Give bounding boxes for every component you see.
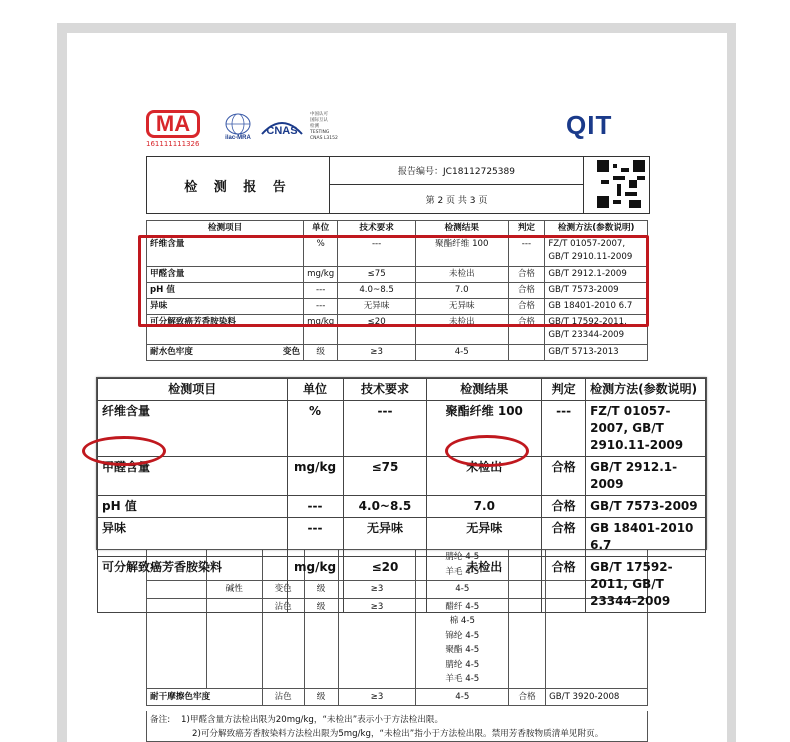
table-row [98,401,706,457]
report-notes [146,711,648,742]
cell-item: 甲醛含量 [147,267,304,283]
ilac-mra-logo [216,112,260,142]
cell-verdict: 合格 [542,496,586,518]
cell-verdict: --- [508,237,545,267]
cell-item: 纤维含量 [98,401,288,457]
cell-req: ≤20 [338,315,416,345]
cell-method: GB/T 17592-2011, GB/T 23344-2009 [586,557,706,613]
col-header: 检测项目 [98,379,288,401]
col-header: 单位 [304,221,338,237]
fiber-result: 棉 4-5 [449,616,475,626]
cell-sub: 变色 [262,581,304,599]
cell-item: 纤维含量 [147,237,304,267]
table-row [147,688,648,706]
fiber-result: 腈纶 4-5 [445,659,480,670]
cell-sub: 沾色 [262,688,304,706]
col-header: 技术要求 [338,221,416,237]
cnas-caption [310,112,338,142]
cell-result: 4-5 [416,688,509,706]
note-line [150,727,644,741]
cell-method: GB/T 2912.1-2009 [545,267,648,283]
cell-item: 异味 [98,518,288,557]
cell-result: 4-5 [415,345,508,361]
cell-verdict: 合格 [508,315,545,345]
fastness-item: 耐水色牢度 [150,347,193,357]
cell-unit: mg/kg [287,457,343,496]
cnas-caption-line: TESTING [310,130,330,135]
cell-method: GB/T 2912.1-2009 [586,457,706,496]
fastness-sub: 变色 [282,347,301,357]
fiber-result: 锦纶 4-5 [445,630,480,641]
cell-method: FZ/T 01057-2007, GB/T 2910.11-2009 [586,401,706,457]
cell-result: 7.0 [415,283,508,299]
table-row [147,345,648,361]
col-header: 判定 [508,221,545,237]
zoomed-results-table [97,378,706,613]
cell-method: GB/T 5713-2013 [545,345,648,361]
cell-unit: --- [287,518,343,557]
cell-result: 未检出 [427,457,542,496]
cell-item [147,345,304,361]
cell-req: ≥3 [338,581,416,599]
cell-unit: mg/kg [304,267,338,283]
cell-result: 聚酯纤维 100 [427,401,542,457]
fiber-result: 羊毛 4-5 [445,566,480,577]
col-header: 检测项目 [147,221,304,237]
cell-unit: mg/kg [287,557,343,613]
cell-req: 无异味 [343,518,427,557]
table-header-row [98,379,706,401]
report-header [146,156,650,214]
cell-result: 未检出 [415,315,508,345]
cell-sub: 沾色 [262,598,304,688]
cell-verdict: --- [542,401,586,457]
cell-req: --- [338,237,416,267]
page-indicator: 第 2 页 共 3 页 [330,185,584,213]
cnas-caption-line: 国际互认 [310,118,328,123]
highlight-box [138,235,649,327]
cnas-text: CNAS [266,125,298,137]
qr-code-icon [597,160,645,208]
cma-number: 161111111326 [146,140,200,148]
highlight-oval-result [445,435,529,467]
cell-req: 无异味 [338,299,416,315]
table-row [98,496,706,518]
cell-result: 聚酯纤维 100 [415,237,508,267]
cell-item: 异味 [147,299,304,315]
cell-unit: --- [304,299,338,315]
cnas-caption-line: CNAS L3152 [310,136,338,141]
col-header: 检测结果 [427,379,542,401]
col-header: 单位 [287,379,343,401]
cell-unit: --- [304,283,338,299]
cell-result: 7.0 [427,496,542,518]
cell-result: 无异味 [427,518,542,557]
cell-method: GB/T 7573-2009 [545,283,648,299]
table-row [98,457,706,496]
col-header: 判定 [542,379,586,401]
cell-req: ≥3 [338,345,416,361]
qit-logo: QIT [566,110,613,140]
cell-item: 可分解致癌芳香胺染料 [98,557,288,613]
cell-req: ≥3 [338,688,416,706]
cell-req: 4.0~8.5 [343,496,427,518]
cell-unit: 级 [304,598,338,688]
cell-result: 未检出 [415,267,508,283]
cell-unit: 级 [304,688,338,706]
table-row [98,557,706,613]
report-number: 报告编号：JC18112725389 [330,157,584,185]
cell-item: 耐干摩擦色牢度 [147,688,263,706]
cell-verdict: 合格 [508,267,545,283]
table-row [98,518,706,557]
highlight-oval-formaldehyde [82,436,166,466]
col-header: 检测方法(参数说明) [586,379,706,401]
cell-unit: mg/kg [304,315,338,345]
cell-verdict [508,345,545,361]
cell-label: 碱性 [206,581,262,599]
cell-method: GB/T 17592-2011, GB/T 23344-2009 [545,315,648,345]
cell-verdict: 合格 [542,518,586,557]
cell-result: 4-5 [416,581,509,599]
fiber-result: 聚酯 4-5 [445,645,480,655]
cell-result: 未检出 [427,557,542,613]
cell-unit: 级 [304,581,338,599]
cma-logo: MA [146,110,200,138]
cell-method: GB 18401-2010 6.7 [545,299,648,315]
cell-unit: --- [287,496,343,518]
cell-verdict: 合格 [542,457,586,496]
cell-req: ≤20 [343,557,427,613]
cell-item: 甲醛含量 [98,457,288,496]
note-text: 1)甲醛含量方法检出限为20mg/kg，“未检出”表示小于方法检出限。 [181,715,444,725]
cell-unit: 级 [304,345,338,361]
fiber-result: 腈纶 4-5 [445,552,480,562]
cell-req: ≤75 [343,457,427,496]
cell-item: pH 值 [98,496,288,518]
cell-method: FZ/T 01057-2007, GB/T 2910.11-2009 [545,237,648,267]
cell-req: ≥3 [338,598,416,688]
cell-verdict: 合格 [508,299,545,315]
cell-item: pH 值 [147,283,304,299]
cnas-caption-line: 中国认可 [310,112,328,117]
cell-req: ≤75 [338,267,416,283]
note-line [150,713,644,727]
fiber-result: 醋纤 4-5 [445,601,480,612]
cell-verdict: 合格 [509,688,546,706]
cell-verdict: 合格 [542,557,586,613]
cell-req: --- [343,401,427,457]
cell-unit: % [287,401,343,457]
col-header: 检测方法(参数说明) [545,221,648,237]
cnas-logo [258,112,306,144]
col-header: 技术要求 [343,379,427,401]
notes-label: 备注: [150,715,171,725]
cnas-caption-line: 检测 [310,124,319,129]
col-header: 检测结果 [415,221,508,237]
ilac-text: ilac-MRA [225,135,251,141]
fiber-result: 羊毛 4-5 [445,674,480,684]
cell-unit: % [304,237,338,267]
cell-method: GB/T 7573-2009 [586,496,706,518]
cell-item: 可分解致癌芳香胺染料 [147,315,304,345]
cell-req: 4.0~8.5 [338,283,416,299]
cell-result: 无异味 [415,299,508,315]
cell-method: GB 18401-2010 6.7 [586,518,706,557]
report-title: 检 测 报 告 [147,157,330,213]
note-text: 2)可分解致癌芳香胺染料方法检出限为5mg/kg，“未检出”指小于方法检出限。禁用芳香胺物质清单见附页。 [192,729,604,739]
cell-method: GB/T 3920-2008 [546,688,648,706]
cell-verdict: 合格 [508,283,545,299]
